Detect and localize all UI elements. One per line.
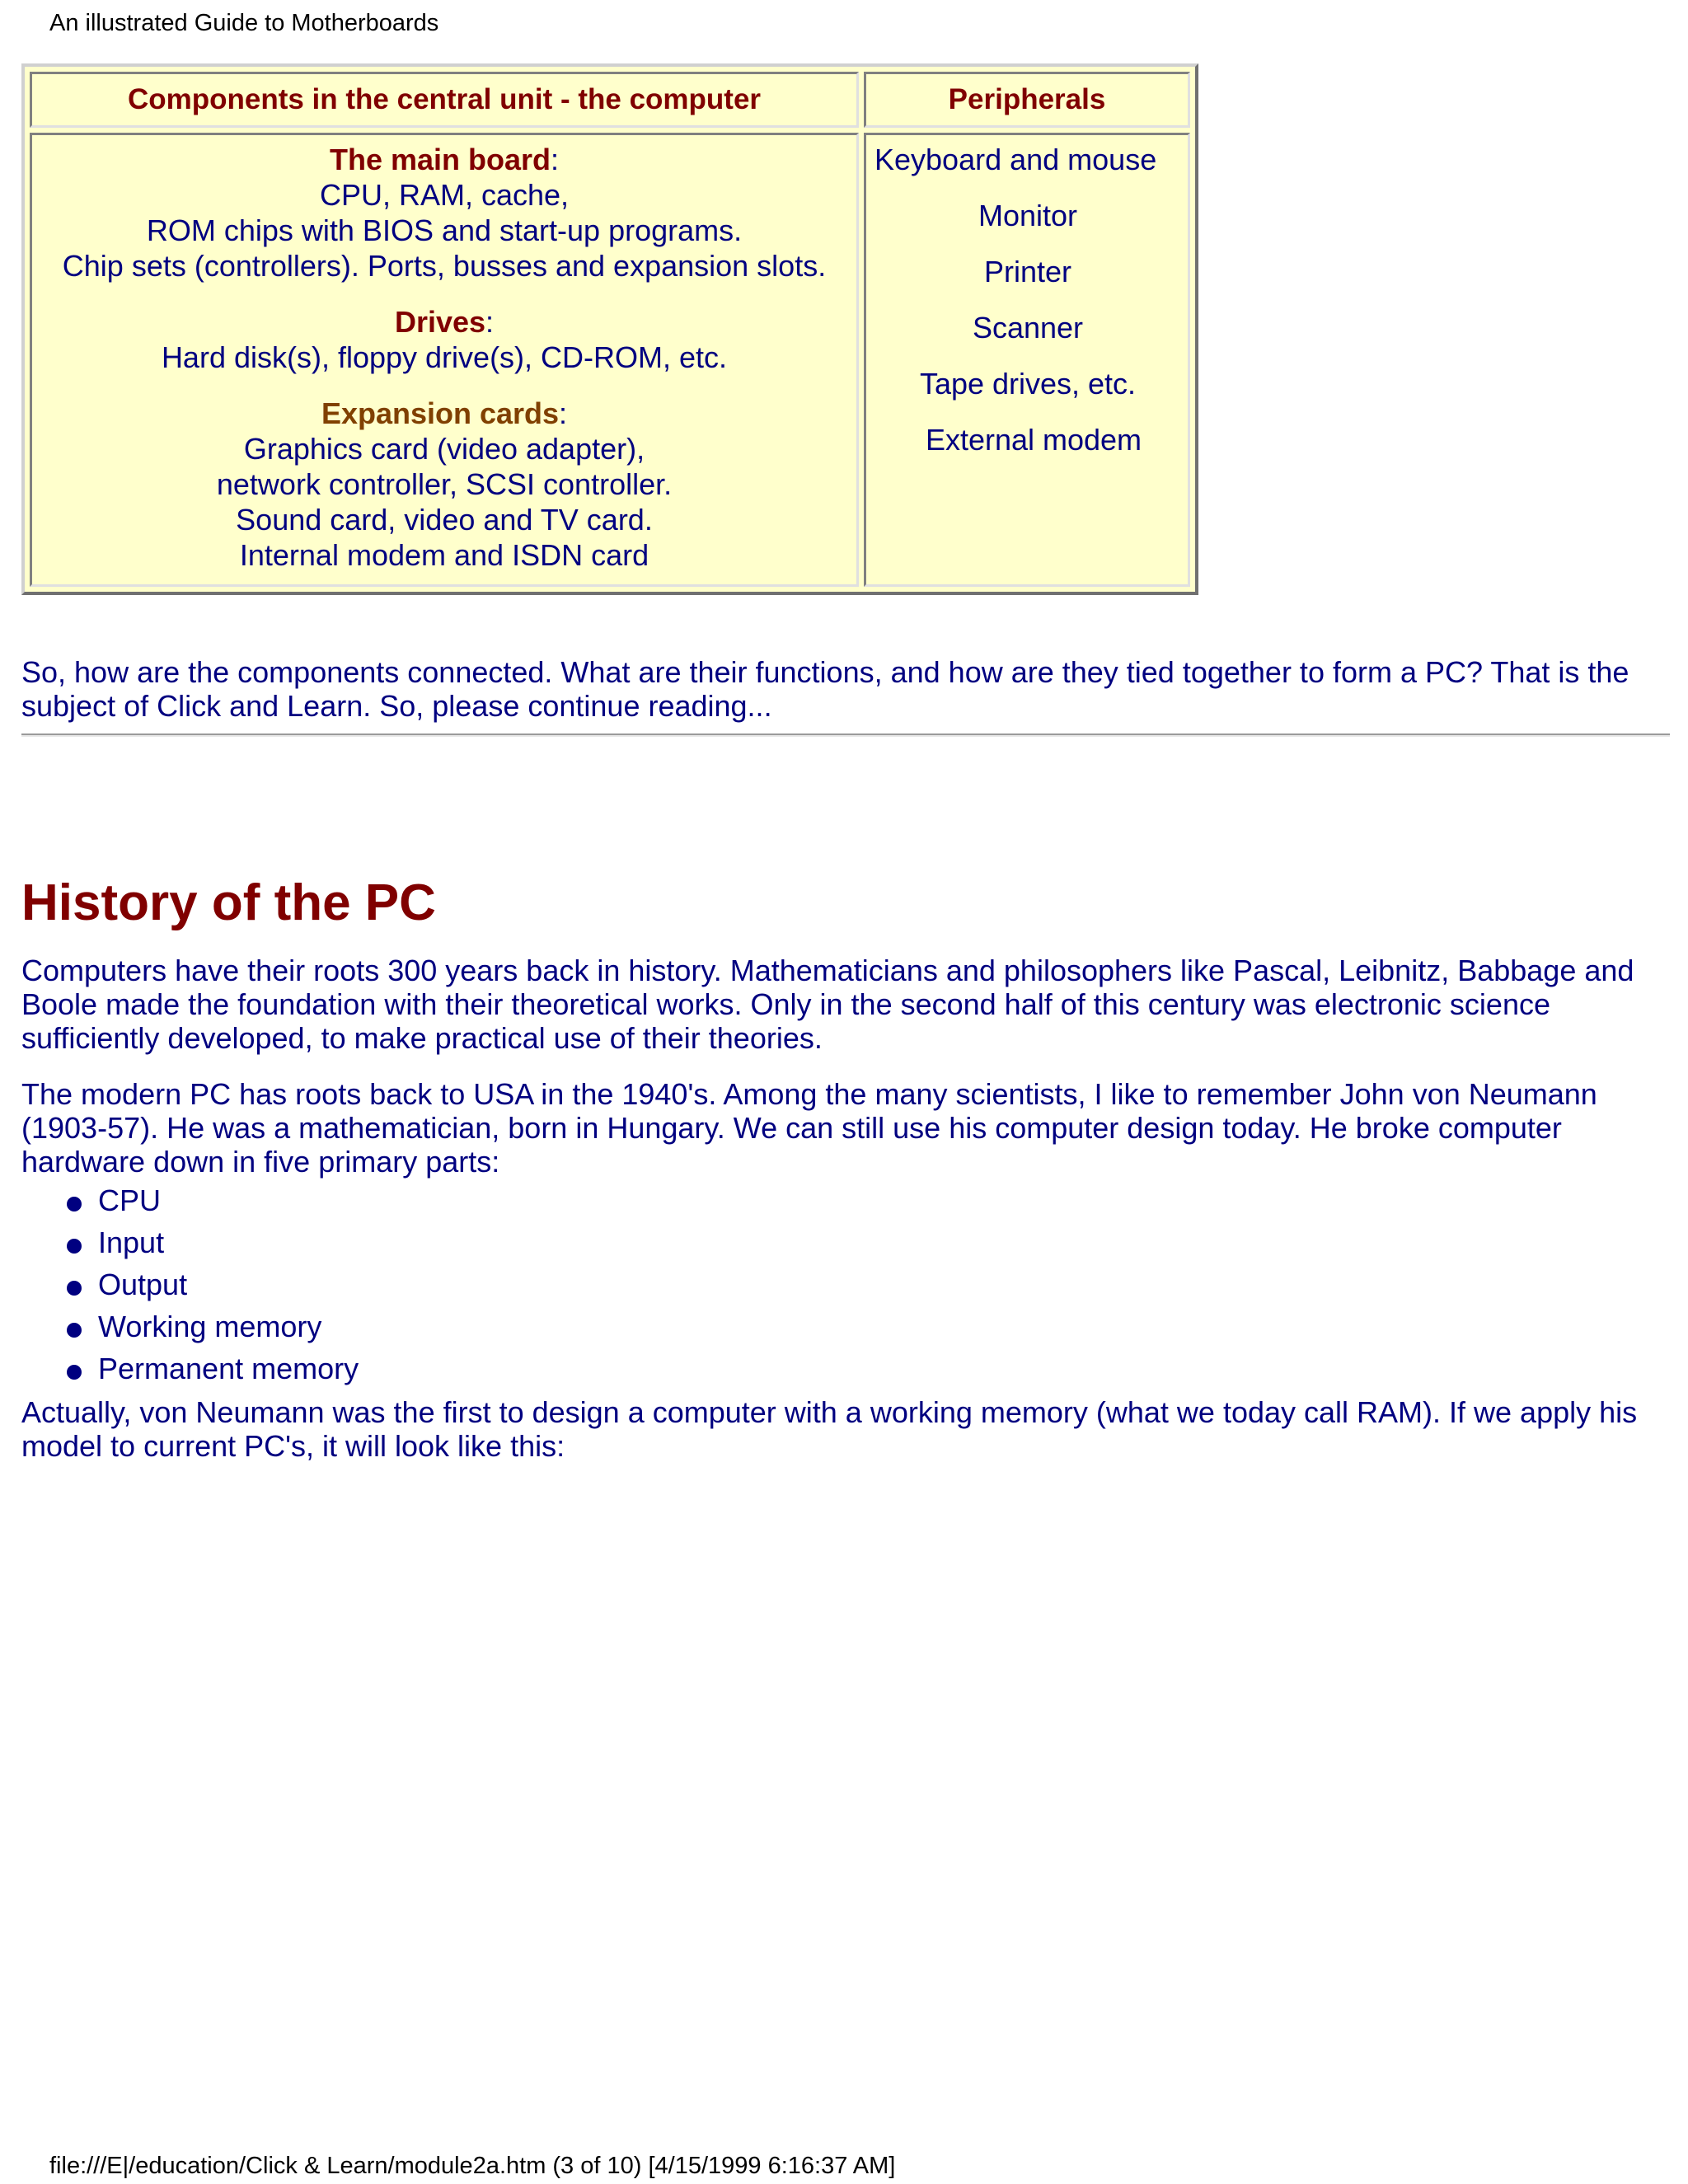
list-item [21,1268,359,1310]
intro-paragraph: So, how are the components connected. What are their functions, and how are they tied together to form a PC? That is the subject of Click and Learn. So, please continue reading... [21,655,1629,723]
group-line: ROM chips with BIOS and start-up programs. [146,213,743,247]
peripherals-cell [864,133,1190,587]
group-main-board [39,142,850,284]
components-cell [30,133,859,587]
running-header: An illustrated Guide to Motherboards [49,10,439,36]
group-title-line [39,142,850,177]
history-paragraph-2: The modern PC has roots back to USA in the 1940's. Among the many scientists, I like to remember John von Neumann (1903-57). He was a mathematician, born in Hungary. We can still use his computer design today. He broke computer hardware down in five primary parts: [21,1077,1597,1179]
list-item [21,1226,359,1268]
peripheral-item: External modem [925,423,1142,457]
list-item-label: CPU [98,1183,162,1217]
group-title-drives: Drives [394,305,486,339]
list-item-label: Permanent memory [98,1352,359,1385]
bullet-icon [67,1323,82,1338]
peripheral-item: Keyboard and mouse [874,143,1157,176]
title-colon: : [559,396,568,430]
primary-parts-list [21,1183,359,1394]
header-peripherals: Peripherals [864,72,1190,128]
group-title-main-board: The main board [329,143,551,176]
history-paragraph-3: Actually, von Neumann was the first to design a computer with a working memory (what we today call RAM). If we apply his model to current PC's, it will look like this: [21,1395,1638,1463]
group-line: Chip sets (controllers). Ports, busses and expansion slots. [62,249,827,283]
bullet-icon [67,1281,82,1296]
group-title-line [39,304,850,340]
bullet-icon [67,1365,82,1380]
title-colon: : [485,305,495,339]
title-colon: : [551,143,560,176]
section-title: History of the PC [21,874,436,931]
group-expansion-cards [39,396,850,573]
group-line: CPU, RAM, cache, [319,178,570,212]
table-body-row [30,133,1190,587]
group-title-expansion-cards: Expansion cards [321,396,560,430]
table-header-row [30,72,1190,128]
list-item-label: Input [98,1226,165,1259]
group-line: Graphics card (video adapter), [243,432,645,466]
group-line: Hard disk(s), floppy drive(s), CD-ROM, etc. [161,340,728,374]
group-line: Internal modem and ISDN card [239,538,649,572]
list-item-label: Output [98,1268,188,1301]
group-drives [39,304,850,375]
bullet-icon [67,1239,82,1254]
group-line: network controller, SCSI controller. [216,467,673,501]
group-title-line [39,396,850,431]
group-line: Sound card, video and TV card. [236,503,653,537]
peripheral-item: Scanner [972,311,1084,344]
components-table [21,63,1198,595]
running-footer: file:///E|/education/Click & Learn/module2a.htm (3 of 10) [4/15/1999 6:16:37 AM] [49,2153,896,2179]
list-item [21,1352,359,1394]
horizontal-rule [21,733,1670,737]
peripheral-item: Tape drives, etc. [919,367,1137,401]
bullet-icon [67,1197,82,1212]
list-item [21,1310,359,1352]
peripheral-item: Printer [983,255,1072,288]
list-item [21,1183,359,1226]
history-paragraph-1: Computers have their roots 300 years back in history. Mathematicians and philosophers like Pascal, Leibnitz, Babbage and Boole made the foundation with their theoretical works. Only in the second half of this century was electronic science sufficiently developed, to make practical use of their theories. [21,954,1634,1055]
header-components: Components in the central unit - the computer [30,72,859,128]
peripheral-item: Monitor [978,199,1078,232]
list-item-label: Working memory [98,1310,322,1343]
